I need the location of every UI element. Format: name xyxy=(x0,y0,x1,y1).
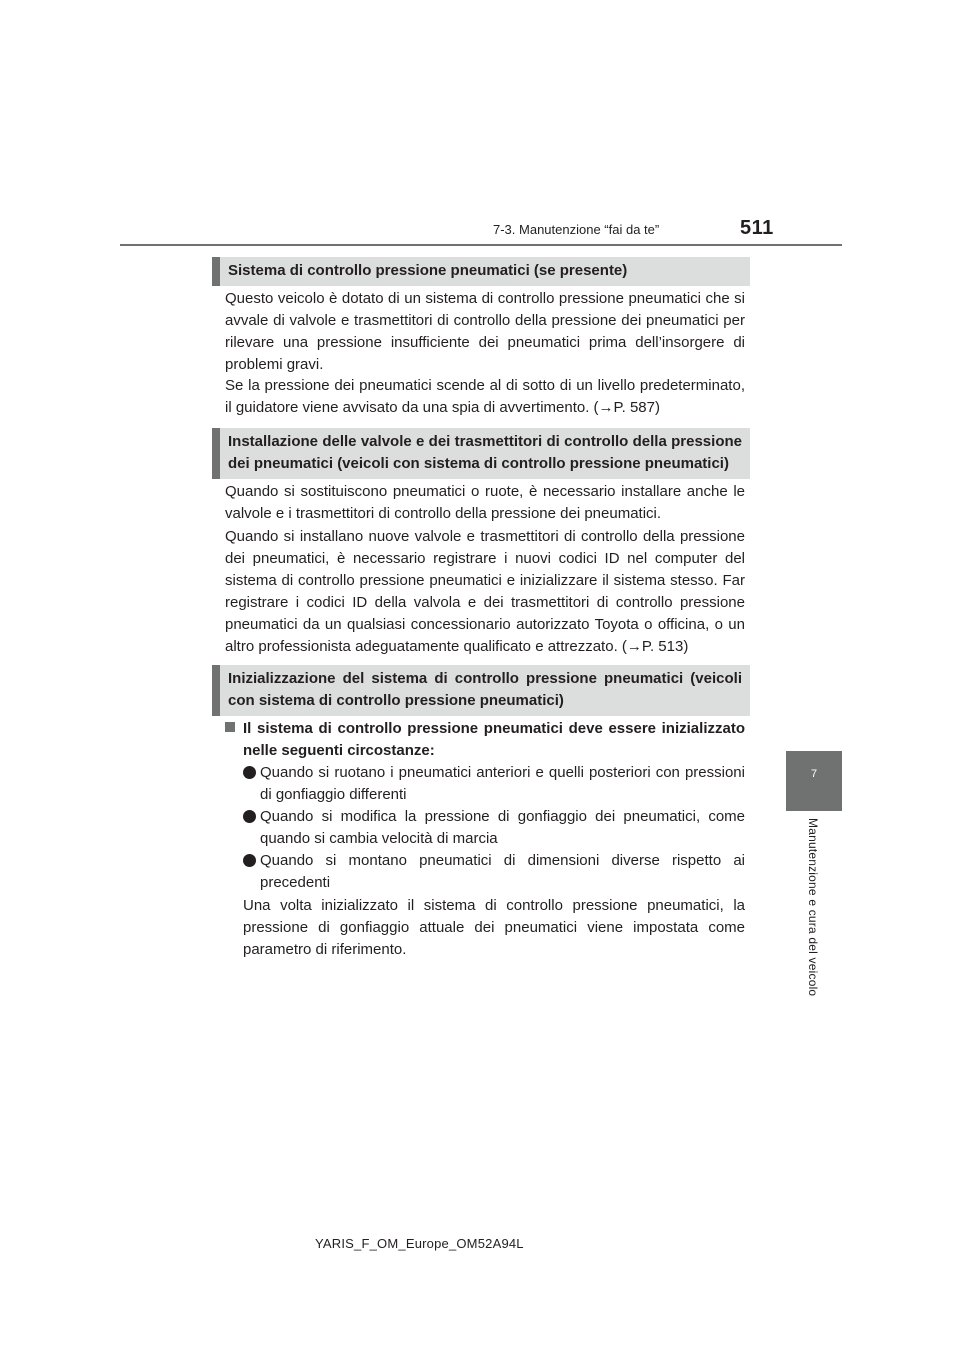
bullet-dot-icon xyxy=(243,766,256,779)
paragraph: Questo veicolo è dotato di un sistema di controllo pressione pneumatici che si avvale di valvole e trasmettitori di controllo della pressione dei pneumatici per rilevare una pressione insufficiente dei pneumatici prima dell’insorgere di problemi gravi. xyxy=(225,290,745,373)
list-item xyxy=(243,806,745,850)
paragraph: Quando si installano nuove valvole e trasmettitori di controllo della pressione dei pneumatici, è necessario registrare i nuovi codici ID nel computer del sistema di controllo pressione pneumatici e inizializzare il sistema stesso. Far registrare i codici ID della valvola e dei trasmettitori di controllo pressione pneumatici da un qualsiasi concessionario autorizzato Toyota o officina, o un altro professionista adeguatamente qualificato e attrezzato. (→P. 513) xyxy=(225,528,745,655)
list-item-text: Quando si modifica la pressione di gonfiaggio dei pneumatici, come quando si cambia velocità di marcia xyxy=(260,808,745,847)
document-code: YARIS_F_OM_Europe_OM52A94L xyxy=(315,1236,524,1251)
page-number: 511 xyxy=(740,217,774,239)
subheading-text: Il sistema di controllo pressione pneumatici deve essere inizializzato nelle seguenti circostanze: xyxy=(243,720,745,759)
list-item-text: Quando si montano pneumatici di dimensioni diverse rispetto ai precedenti xyxy=(260,852,745,891)
section-title-tpms: Sistema di controllo pressione pneumatici (se presente) xyxy=(212,257,750,286)
section-title-installation: Installazione delle valvole e dei trasmettitori di controllo della pressione dei pneumatici (veicoli con sistema di controllo pressione pneumatici) xyxy=(212,428,750,479)
section-title-initialization: Inizializzazione del sistema di controllo pressione pneumatici (veicoli con sistema di controllo pressione pneumatici) xyxy=(212,665,750,716)
paragraph: Quando si sostituiscono pneumatici o ruote, è necessario installare anche le valvole e i trasmettitori di controllo della pressione dei pneumatici. xyxy=(225,483,745,522)
bullet-dot-icon xyxy=(243,810,256,823)
header-section-title: 7-3. Manutenzione “fai da te” xyxy=(493,222,660,237)
list-item xyxy=(243,850,745,894)
chapter-number: 7 xyxy=(810,768,818,780)
paragraph: Se la pressione dei pneumatici scende al di sotto di un livello predeterminato, il guidatore viene avvisato da una spia di avvertimento. (→P. 587) xyxy=(225,377,745,416)
closing-paragraph: Una volta inizializzato il sistema di controllo pressione pneumatici, la pressione di gonfiaggio attuale dei pneumatici viene impostata come parametro di riferimento. xyxy=(243,897,745,958)
chapter-label: Manutenzione e cura del veicolo xyxy=(806,818,820,997)
list-item xyxy=(243,762,745,806)
chapter-tab xyxy=(786,751,842,811)
bullet-dot-icon xyxy=(243,854,256,867)
subheading xyxy=(225,718,745,762)
square-bullet-icon xyxy=(225,722,235,732)
list-item-text: Quando si ruotano i pneumatici anteriori e quelli posteriori con pressioni di gonfiaggio differenti xyxy=(260,764,745,803)
header-divider xyxy=(120,244,842,246)
